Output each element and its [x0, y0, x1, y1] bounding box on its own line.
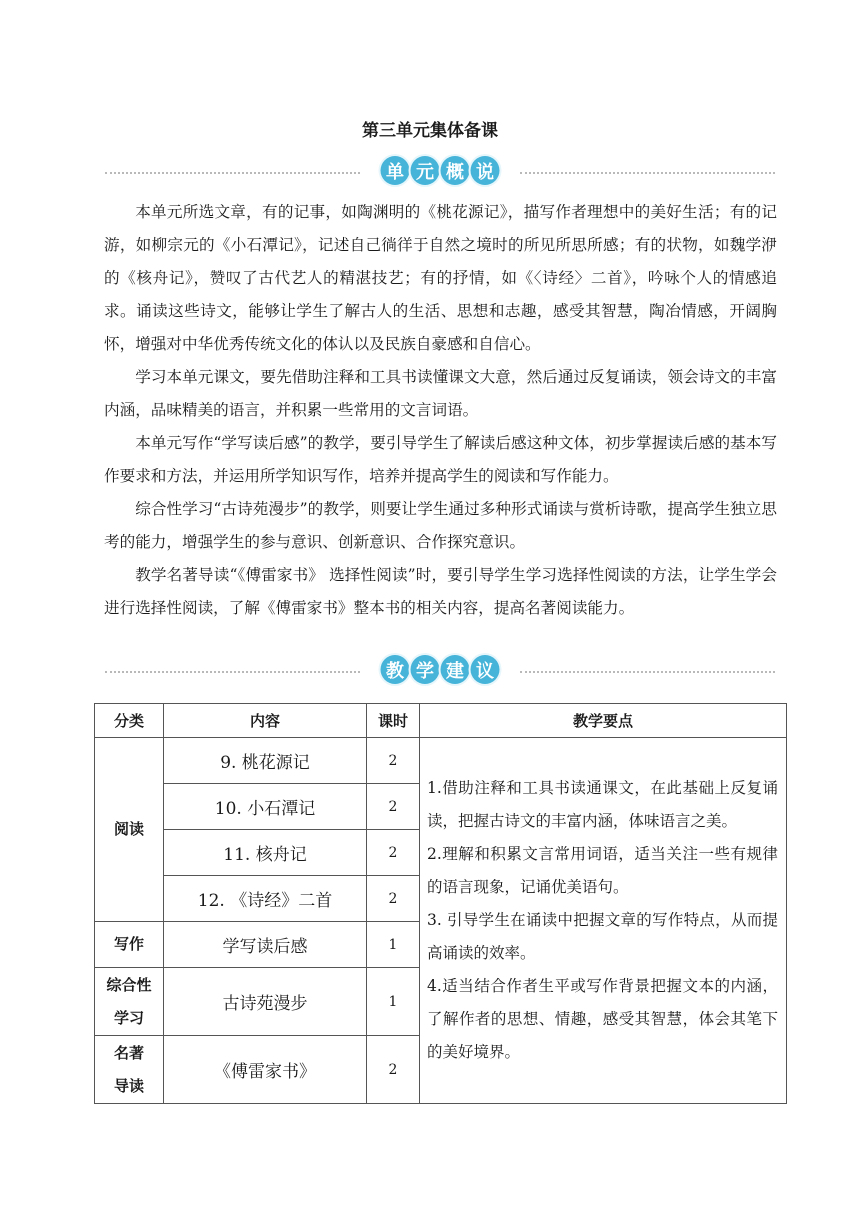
- hours-cell: 1: [367, 922, 420, 968]
- dotted-divider-left: [105, 172, 360, 174]
- intro-paragraph: 本单元写作“学写读后感”的教学，要引导学生了解读后感这种文体，初步掌握读后感的基本写作要求和方法，并运用所学知识写作，培养并提高学生的阅读和写作能力。: [104, 434, 777, 485]
- category-cell-comprehensive: 综合性 学习: [95, 968, 164, 1036]
- badge-char: 概: [441, 156, 470, 185]
- key-point: 3. 引导学生在诵读中把握文章的写作特点，从而提高诵读的效率。: [427, 911, 778, 962]
- table-header-row: [95, 704, 787, 738]
- header-category: 分类: [95, 704, 164, 738]
- hours-cell: 2: [367, 738, 420, 784]
- intro-paragraph: 学习本单元课文，要先借助注释和工具书读懂课文大意，然后通过反复诵读，领会诗文的丰富内涵，品味精美的语言，并积累一些常用的文言词语。: [104, 368, 777, 419]
- hours-cell: 2: [367, 784, 420, 830]
- overview-badge: [381, 156, 500, 185]
- intro-paragraph: 本单元所选文章，有的记事，如陶渊明的《桃花源记》，描写作者理想中的美好生活；有的记游，如柳宗元的《小石潭记》，记述自己徜徉于自然之境时的所见所思所感；有的状物，如魏学洢的《核舟记》，赞叹了古代艺人的精湛技艺；有的抒情，如《〈诗经〉二首》，吟咏个人的情感追求。诵读这些诗文，能够让学生了解古人的生活、思想和志趣，感受其智慧，陶冶情感，开阔胸怀，增强对中华优秀传统文化的体认以及民族自豪感和自信心。: [104, 203, 777, 353]
- document-title: 第三单元集体备课: [362, 121, 498, 141]
- section-header-overview: [105, 156, 775, 190]
- intro-paragraph: 综合性学习“古诗苑漫步”的教学，则要让学生通过多种形式诵读与赏析诗歌，提高学生独立思考的能力，增强学生的参与意识、创新意识、合作探究意识。: [104, 500, 777, 551]
- overview-text: [104, 196, 777, 625]
- header-key-points: 教学要点: [420, 704, 787, 738]
- category-cell-classics: 名著 导读: [95, 1036, 164, 1104]
- key-points-cell: [420, 738, 787, 1104]
- badge-char: 议: [471, 655, 500, 684]
- badge-char: 学: [411, 655, 440, 684]
- content-cell: 学写读后感: [164, 922, 367, 968]
- content-cell: 12. 《诗经》二首: [164, 876, 367, 922]
- badge-char: 单: [381, 156, 410, 185]
- content-cell: 古诗苑漫步: [164, 968, 367, 1036]
- header-content: 内容: [164, 704, 367, 738]
- header-hours: 课时: [367, 704, 420, 738]
- table-row: [95, 738, 787, 784]
- suggestions-badge: [381, 655, 500, 684]
- badge-char: 教: [381, 655, 410, 684]
- content-cell: 《傅雷家书》: [164, 1036, 367, 1104]
- badge-char: 建: [441, 655, 470, 684]
- hours-cell: 2: [367, 876, 420, 922]
- content-cell: 11. 核舟记: [164, 830, 367, 876]
- badge-char: 说: [471, 156, 500, 185]
- key-point: 2.理解和积累文言常用词语，适当关注一些有规律的语言现象，记诵优美语句。: [427, 845, 778, 896]
- content-cell: 9. 桃花源记: [164, 738, 367, 784]
- category-cell-reading: 阅读: [95, 738, 164, 922]
- dotted-divider-left: [105, 671, 360, 673]
- hours-cell: 2: [367, 1036, 420, 1104]
- dotted-divider-right: [520, 671, 775, 673]
- dotted-divider-right: [520, 172, 775, 174]
- category-cell-writing: 写作: [95, 922, 164, 968]
- teaching-plan-table: [94, 703, 787, 1104]
- section-header-suggestions: [105, 655, 775, 689]
- content-cell: 10. 小石潭记: [164, 784, 367, 830]
- intro-paragraph: 教学名著导读“《傅雷家书》 选择性阅读”时，要引导学生学习选择性阅读的方法，让学生学会进行选择性阅读，了解《傅雷家书》整本书的相关内容，提高名著阅读能力。: [104, 566, 777, 617]
- key-point: 4.适当结合作者生平或写作背景把握文本的内涵，了解作者的思想、情趣，感受其智慧，体会其笔下的美好境界。: [427, 977, 778, 1061]
- badge-char: 元: [411, 156, 440, 185]
- hours-cell: 1: [367, 968, 420, 1036]
- key-point: 1.借助注释和工具书读通课文，在此基础上反复诵读，把握古诗文的丰富内涵，体味语言之美。: [427, 779, 778, 830]
- hours-cell: 2: [367, 830, 420, 876]
